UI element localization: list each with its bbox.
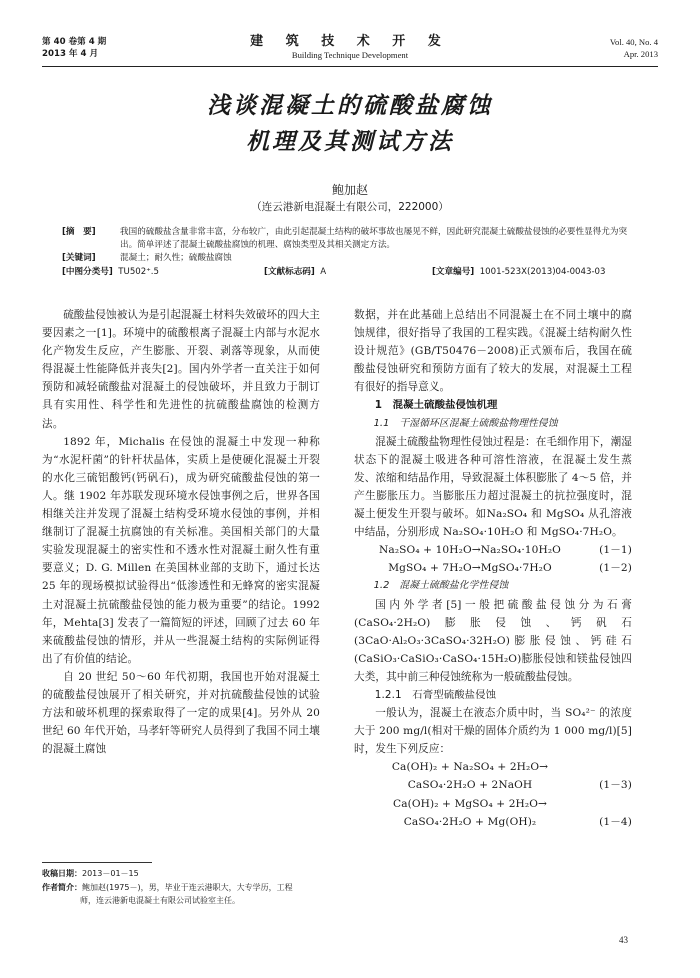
received-date: 2013－01－15 bbox=[82, 869, 139, 878]
body-paragraph: 混凝土硫酸盐物理性侵蚀过程是：在毛细作用下，潮湿状态下的混凝土吸进各种可溶性溶液，在混凝土发生蒸发、浓缩和结晶作用，导致混凝土体积膨胀了 4～5 倍，并产生膨胀压力。当膨胀压力超过混凝土的抗拉强度时，混凝土便发生开裂与破坏。如Na₂SO₄ 和 MgSO₄ 从孔溶液中结晶，分别形成 Na₂SO₄·10H₂O 和 MgSO₄·7H₂O。 bbox=[354, 435, 632, 539]
subsection-heading: 1.2 混凝土硫酸盐化学性侵蚀 bbox=[373, 580, 509, 592]
issue-date-en: Apr. 2013 bbox=[623, 49, 658, 59]
equation bbox=[354, 813, 632, 831]
header-divider bbox=[42, 66, 658, 67]
page-number: 43 bbox=[619, 935, 628, 945]
equation-number: (1－4) bbox=[599, 815, 632, 828]
author-name: 鲍加赵 bbox=[331, 183, 368, 197]
keywords-text: 混凝土；耐久性；硫酸盐腐蚀 bbox=[120, 253, 232, 263]
article-number-label: [文章编号] bbox=[432, 267, 475, 277]
body-paragraph: 数据，并在此基础上总结出不同混凝土在不同土壤中的腐蚀规律，很好指导了我国的工程实践。《混凝土结构耐久性设计规范》(GB/T50476－2008)正式颁布后，我国在硫酸盐侵蚀研究和预防方面有了较大的发展，对混凝土工程有很好的指导意义。 bbox=[354, 309, 632, 394]
section-heading: 1 混凝土硫酸盐侵蚀机理 bbox=[374, 399, 498, 412]
footnote-author-bio bbox=[42, 881, 326, 907]
received-label: 收稿日期： bbox=[42, 869, 82, 878]
subsubsection-heading: 1.2.1 石膏型硫酸盐侵蚀 bbox=[374, 688, 497, 701]
equation-body: Na₂SO₄ + 10H₂O→Na₂SO₄·10H₂O bbox=[379, 544, 561, 557]
abstract-text: 我国的硫酸盐含量非常丰富，分布较广，由此引起混凝土结构的破坏事故也屡见不鲜，因此研究混凝土硫酸盐侵蚀的必要性显得尤为突出。简单评述了混凝土硫酸盐腐蚀的机理、腐蚀类型及其相关测定方法。 bbox=[120, 227, 628, 250]
equation-body: CaSO₄·2H₂O + Mg(OH)₂ bbox=[403, 815, 537, 828]
equation bbox=[354, 758, 632, 776]
article-number-value: 1001-523X(2013)04-0043-03 bbox=[479, 267, 606, 277]
equation-body: Ca(OH)₂ + MgSO₄ + 2H₂O→ bbox=[393, 797, 547, 810]
equation bbox=[354, 795, 632, 813]
equation-number: (1－3) bbox=[599, 779, 632, 792]
journal-name-zh: 建 筑 技 术 开 发 bbox=[250, 34, 450, 49]
body-paragraph: 1892 年，Michalis 在侵蚀的混凝土中发现一种称为“水泥杆菌”的针杆状晶体，实质上是使硬化混凝土开裂的水化三硫铝酸钙(钙矾石)，成为研究硫酸盐侵蚀的第一人。继 1902 年苏联发现环境水侵蚀事例之后，世界各国相继关注并发现了混凝土结构受环境水侵蚀的事例，并相继制订了混凝土抗腐蚀的有关标准。美国相关部门的大量实验发现混凝土的密实性和不透水性对混凝土耐久性有重要意义；D. G. Millen 在美国林业部的支助下，通过长达 25 年的现场模拟试验得出“低渗透性和无蜂窝的密实混凝土对混凝土抗硫酸盐侵蚀的能力极为重要”的结论。1992 年，Mehta[3] 发表了一篇简短的评述，回顾了过去 60 年来硫酸盐侵蚀的情形，并从一些混凝土结构的实际例证得出了有价值的结论。 bbox=[42, 435, 320, 665]
paper-title-line-2: 机理及其测试方法 bbox=[246, 128, 454, 155]
equation-body: Ca(OH)₂ + Na₂SO₄ + 2H₂O→ bbox=[391, 761, 549, 774]
equation-number: (1－2) bbox=[599, 562, 632, 575]
right-column bbox=[354, 306, 632, 831]
equation-body: MgSO₄ + 7H₂O→MgSO₄·7H₂O bbox=[388, 562, 552, 575]
equation-body: CaSO₄·2H₂O + 2NaOH bbox=[407, 779, 533, 792]
keywords-label: [关键词] bbox=[62, 253, 96, 263]
clc-value: TU502⁺.5 bbox=[118, 267, 159, 277]
issue-date: 2013 年 4 月 bbox=[42, 49, 99, 59]
body-paragraph: 一般认为，混凝土在液态介质中时，当 SO₄²⁻ 的浓度大于 200 mg/l(相对干燥的固体介质约为 1 000 mg/l)[5]时，发生下列反应： bbox=[354, 707, 632, 756]
doc-code-value: A bbox=[320, 267, 327, 277]
abstract-label: [摘 要] bbox=[62, 227, 96, 237]
equation bbox=[354, 776, 632, 794]
paper-title-line-1: 浅谈混凝土的硫酸盐腐蚀 bbox=[207, 92, 493, 119]
body-paragraph: 国内外学者[5]一般把硫酸盐侵蚀分为石膏(CaSO₄·2H₂O)膨胀侵蚀、钙矾石(3CaO·Al₂O₃·3CaSO₄·32H₂O)膨胀侵蚀、钙硅石(CaSiO₃·CaSiO₃·CaSO₄·15H₂O)膨胀侵蚀和镁盐侵蚀四大类，其中前三种侵蚀统称为一般硫酸盐侵蚀。 bbox=[354, 598, 632, 683]
footnote-divider bbox=[42, 862, 152, 863]
body-paragraph: 硫酸盐侵蚀被认为是引起混凝土材料失效破坏的四大主要因素之一[1]。环境中的硫酸根离子混凝土内部与水泥水化产物发生反应，产生膨胀、开裂、剥落等现象，从而使得混凝土性能降低并丧失[2]。国内外学者一直关注于如何预防和减轻硫酸盐对混凝土的侵蚀破坏，并且致力于制订具有实用性、科学性和先进性的抗硫酸盐腐蚀的检测方法。 bbox=[42, 309, 320, 430]
footnote-received bbox=[42, 867, 326, 880]
equation bbox=[354, 541, 632, 559]
author-bio-label: 作者简介： bbox=[42, 883, 82, 892]
doc-code-label: [文献标志码] bbox=[264, 267, 315, 277]
left-column bbox=[42, 306, 320, 758]
abstract-block bbox=[62, 226, 640, 279]
author-bio-line-2: 师，连云港新电混凝土有限公司试验室主任。 bbox=[80, 896, 240, 905]
equation-number: (1－1) bbox=[599, 544, 632, 557]
volume-issue-en: Vol. 40, No. 4 bbox=[609, 37, 658, 47]
author-affiliation: （连云港新电混凝土有限公司，222000） bbox=[251, 201, 449, 213]
journal-name bbox=[200, 34, 500, 61]
running-header-right bbox=[610, 36, 658, 60]
body-paragraph: 自 20 世纪 50～60 年代初期，我国也开始对混凝土的硫酸盐侵蚀展开了相关研究，并对抗硫酸盐侵蚀的试验方法和破坏机理的探索取得了一定的成果[4]。另外从 20 世纪 60 年代开始，马孝轩等研究人员得到了我国不同土壤的混凝土腐蚀 bbox=[42, 670, 320, 756]
journal-name-en: Building Technique Development bbox=[291, 50, 409, 60]
running-header-left bbox=[42, 36, 106, 60]
subsection-heading: 1.1 干湿循环区混凝土硫酸盐物理性侵蚀 bbox=[373, 417, 558, 429]
volume-issue: 第 40 卷第 4 期 bbox=[42, 37, 107, 47]
clc-label: [中图分类号] bbox=[62, 267, 113, 277]
author-bio-line-1: 鲍加赵(1975－)，男，毕业于连云港职大，大专学历，工程 bbox=[82, 883, 293, 892]
equation bbox=[354, 559, 632, 577]
